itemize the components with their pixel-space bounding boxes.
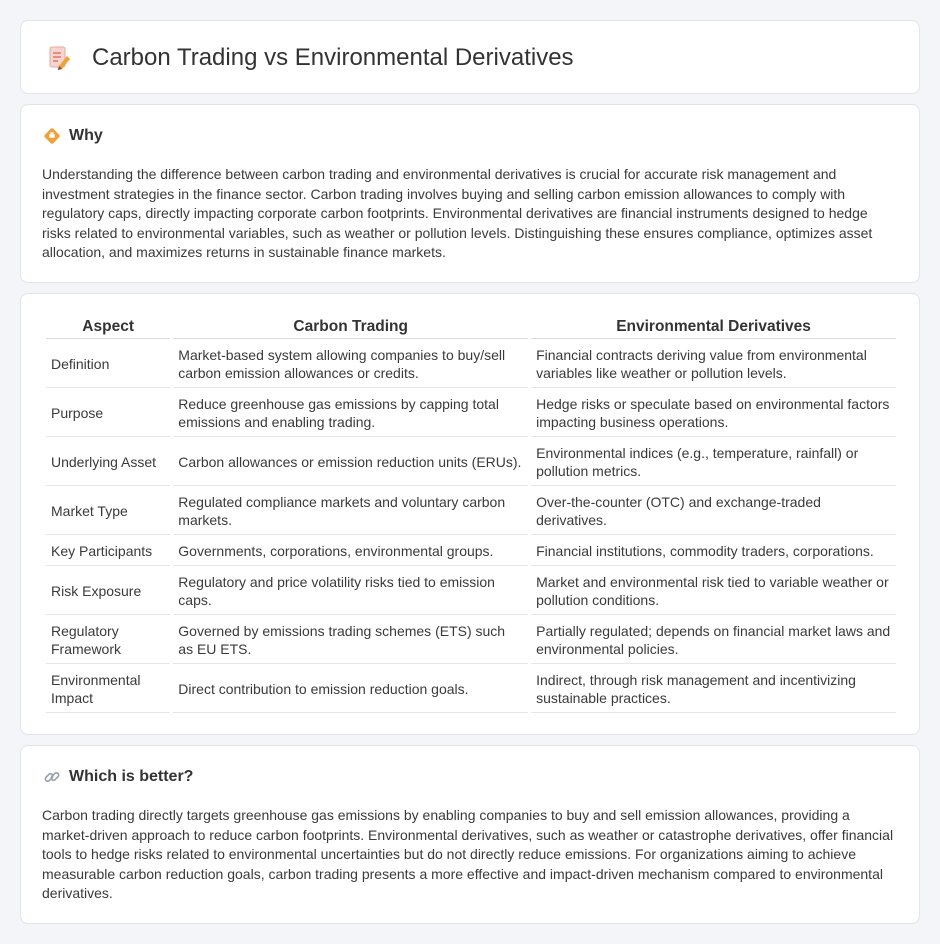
environmental-derivatives-cell: Environmental indices (e.g., temperature, rainfall) or pollution metrics. bbox=[531, 438, 896, 486]
table-row bbox=[46, 665, 896, 713]
table-row bbox=[46, 340, 896, 388]
carbon-trading-cell: Market-based system allowing companies to buy/sell carbon emission allowances or credits. bbox=[173, 340, 528, 388]
table-row bbox=[46, 487, 896, 535]
column-header-carbon-trading: Carbon Trading bbox=[173, 317, 528, 339]
aspect-cell: Purpose bbox=[46, 389, 170, 437]
carbon-trading-cell: Regulated compliance markets and voluntary carbon markets. bbox=[173, 487, 528, 535]
aspect-cell: Underlying Asset bbox=[46, 438, 170, 486]
aspect-cell: Definition bbox=[46, 340, 170, 388]
aspect-cell: Market Type bbox=[46, 487, 170, 535]
link-icon bbox=[43, 768, 61, 786]
table-row bbox=[46, 567, 896, 615]
aspect-cell: Regulatory Framework bbox=[46, 616, 170, 664]
which-is-better-section bbox=[20, 745, 920, 924]
aspect-cell: Key Participants bbox=[46, 536, 170, 566]
aspect-cell: Risk Exposure bbox=[46, 567, 170, 615]
comparison-section bbox=[20, 293, 920, 735]
environmental-derivatives-cell: Financial institutions, commodity traders, corporations. bbox=[531, 536, 896, 566]
better-heading-row bbox=[43, 768, 193, 786]
carbon-trading-cell: Carbon allowances or emission reduction units (ERUs). bbox=[173, 438, 528, 486]
table-header-row bbox=[46, 317, 896, 339]
carbon-trading-cell: Reduce greenhouse gas emissions by capping total emissions and enabling trading. bbox=[173, 389, 528, 437]
better-text: Carbon trading directly targets greenhouse gas emissions by enabling companies to buy and sell emission allowances, providing a market-driven approach to reduce carbon footprints. Environmental derivatives, such as weather or catastrophe derivatives, offer financial tools to hedge risks related to environmental uncertainties but do not directly reduce emissions. For organizations aiming to achieve measurable carbon reduction goals, carbon trading presents a more effective and impact-driven mechanism compared to environmental derivatives. bbox=[42, 807, 894, 902]
column-header-environmental-derivatives: Environmental Derivatives bbox=[531, 317, 896, 339]
column-header-aspect: Aspect bbox=[46, 317, 170, 339]
page-title: Carbon Trading vs Environmental Derivatives bbox=[92, 44, 574, 71]
environmental-derivatives-cell: Indirect, through risk management and incentivizing sustainable practices. bbox=[531, 665, 896, 713]
document-pencil-icon bbox=[47, 45, 71, 71]
aspect-cell: Environmental Impact bbox=[46, 665, 170, 713]
table-row bbox=[46, 389, 896, 437]
table-row bbox=[46, 438, 896, 486]
table-row bbox=[46, 536, 896, 566]
better-heading: Which is better? bbox=[69, 768, 194, 785]
why-heading: Why bbox=[69, 127, 103, 144]
table-row bbox=[46, 616, 896, 664]
diamond-warning-icon bbox=[43, 127, 61, 145]
environmental-derivatives-cell: Financial contracts deriving value from environmental variables like weather or pollution levels. bbox=[531, 340, 896, 388]
environmental-derivatives-cell: Partially regulated; depends on financial market laws and environmental policies. bbox=[531, 616, 896, 664]
title-card bbox=[20, 20, 920, 94]
carbon-trading-cell: Governed by emissions trading schemes (ETS) such as EU ETS. bbox=[173, 616, 528, 664]
why-section bbox=[20, 104, 920, 283]
environmental-derivatives-cell: Over-the-counter (OTC) and exchange-traded derivatives. bbox=[531, 487, 896, 535]
carbon-trading-cell: Governments, corporations, environmental groups. bbox=[173, 536, 528, 566]
carbon-trading-cell: Regulatory and price volatility risks tied to emission caps. bbox=[173, 567, 528, 615]
environmental-derivatives-cell: Market and environmental risk tied to variable weather or pollution conditions. bbox=[531, 567, 896, 615]
carbon-trading-cell: Direct contribution to emission reduction goals. bbox=[173, 665, 528, 713]
why-heading-row bbox=[43, 127, 103, 145]
environmental-derivatives-cell: Hedge risks or speculate based on environmental factors impacting business operations. bbox=[531, 389, 896, 437]
why-text: Understanding the difference between carbon trading and environmental derivatives is crucial for accurate risk management and investment strategies in the finance sector. Carbon trading involves buying and selling carbon emission allowances to comply with regulatory caps, directly impacting corporate carbon footprints. Environmental derivatives are financial instruments designed to hedge risks related to environmental variables, such as weather or pollution levels. Distinguishing these ensures compliance, optimizes asset allocation, and maximizes returns in sustainable finance markets. bbox=[42, 166, 873, 261]
comparison-table bbox=[43, 316, 899, 714]
